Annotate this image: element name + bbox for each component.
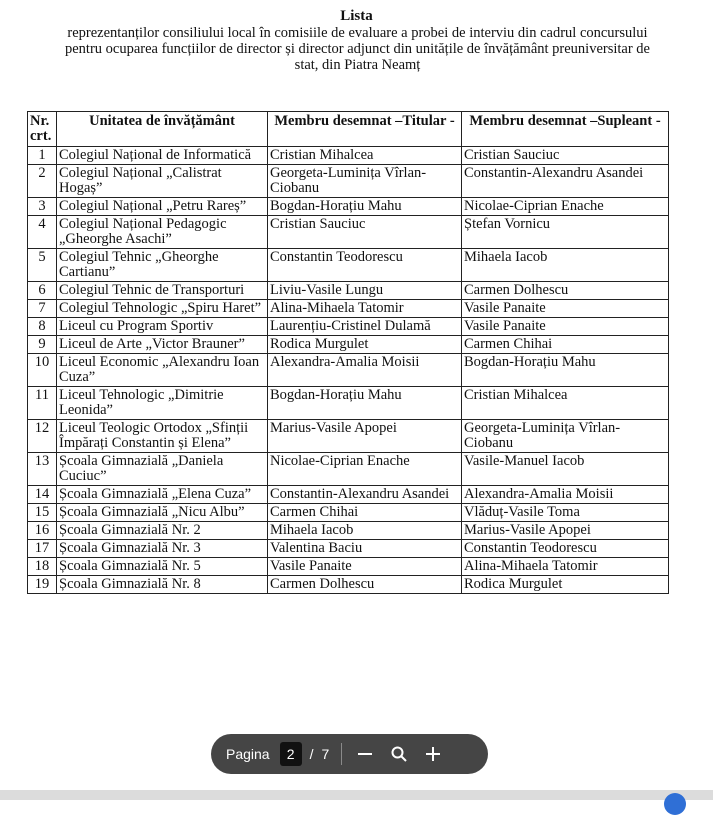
page-label: Pagina bbox=[226, 746, 270, 762]
cell-nr: 11 bbox=[28, 387, 57, 420]
cell-unit: Școala Gimnazială „Daniela Cuciuc” bbox=[57, 453, 268, 486]
cell-nr: 13 bbox=[28, 453, 57, 486]
minus-icon bbox=[358, 747, 372, 761]
cell-titular: Carmen Dolhescu bbox=[268, 576, 462, 594]
cell-nr: 15 bbox=[28, 504, 57, 522]
page-navigation-bar bbox=[211, 734, 488, 774]
table-row bbox=[28, 165, 669, 198]
page-separator: / bbox=[309, 746, 314, 762]
table-row bbox=[28, 216, 669, 249]
viewer-bottom-bar bbox=[0, 790, 713, 800]
table-row bbox=[28, 282, 669, 300]
cell-unit: Colegiul Național „Petru Rareș” bbox=[57, 198, 268, 216]
cell-unit: Școala Gimnazială Nr. 8 bbox=[57, 576, 268, 594]
cell-nr: 9 bbox=[28, 336, 57, 354]
cell-supleant: Bogdan-Horațiu Mahu bbox=[462, 354, 669, 387]
cell-unit: Liceul de Arte „Victor Brauner” bbox=[57, 336, 268, 354]
cell-unit: Liceul cu Program Sportiv bbox=[57, 318, 268, 336]
cell-supleant: Rodica Murgulet bbox=[462, 576, 669, 594]
cell-titular: Nicolae-Ciprian Enache bbox=[268, 453, 462, 486]
cell-unit: Colegiul Tehnologic „Spiru Haret” bbox=[57, 300, 268, 318]
cell-nr: 5 bbox=[28, 249, 57, 282]
cell-unit: Școala Gimnazială Nr. 5 bbox=[57, 558, 268, 576]
cell-supleant: Mihaela Iacob bbox=[462, 249, 669, 282]
plus-icon bbox=[426, 747, 440, 761]
action-button[interactable] bbox=[664, 793, 686, 815]
table-row bbox=[28, 504, 669, 522]
cell-supleant: Alina-Mihaela Tatomir bbox=[462, 558, 669, 576]
cell-nr: 2 bbox=[28, 165, 57, 198]
cell-supleant: Alexandra-Amalia Moisii bbox=[462, 486, 669, 504]
cell-titular: Laurențiu-Cristinel Dulamă bbox=[268, 318, 462, 336]
cell-unit: Colegiul Tehnic de Transporturi bbox=[57, 282, 268, 300]
pager-divider bbox=[341, 743, 342, 765]
cell-nr: 1 bbox=[28, 147, 57, 165]
table-header-row bbox=[28, 112, 669, 147]
cell-titular: Marius-Vasile Apopei bbox=[268, 420, 462, 453]
cell-supleant: Constantin-Alexandru Asandei bbox=[462, 165, 669, 198]
cell-nr: 12 bbox=[28, 420, 57, 453]
cell-supleant: Georgeta-Luminița Vîrlan-Ciobanu bbox=[462, 420, 669, 453]
cell-titular: Valentina Baciu bbox=[268, 540, 462, 558]
cell-titular: Liviu-Vasile Lungu bbox=[268, 282, 462, 300]
cell-supleant: Vasile Panaite bbox=[462, 318, 669, 336]
table-row bbox=[28, 522, 669, 540]
cell-unit: Școala Gimnazială „Nicu Albu” bbox=[57, 504, 268, 522]
cell-nr: 6 bbox=[28, 282, 57, 300]
table-row bbox=[28, 387, 669, 420]
cell-unit: Colegiul Național de Informatică bbox=[57, 147, 268, 165]
table-row bbox=[28, 540, 669, 558]
header-supleant: Membru desemnat –Supleant - bbox=[462, 112, 669, 147]
table-row bbox=[28, 147, 669, 165]
cell-supleant: Marius-Vasile Apopei bbox=[462, 522, 669, 540]
total-pages: 7 bbox=[321, 746, 330, 762]
cell-nr: 14 bbox=[28, 486, 57, 504]
header-titular: Membru desemnat –Titular - bbox=[268, 112, 462, 147]
cell-titular: Alina-Mihaela Tatomir bbox=[268, 300, 462, 318]
table-row bbox=[28, 198, 669, 216]
cell-titular: Constantin Teodorescu bbox=[268, 249, 462, 282]
cell-unit: Școala Gimnazială „Elena Cuza” bbox=[57, 486, 268, 504]
cell-nr: 8 bbox=[28, 318, 57, 336]
cell-nr: 19 bbox=[28, 576, 57, 594]
table-row bbox=[28, 336, 669, 354]
cell-supleant: Vasile Panaite bbox=[462, 300, 669, 318]
table-row bbox=[28, 558, 669, 576]
cell-unit: Colegiul Național Pedagogic „Gheorghe Asachi” bbox=[57, 216, 268, 249]
table-row bbox=[28, 249, 669, 282]
cell-supleant: Carmen Dolhescu bbox=[462, 282, 669, 300]
document-subtitle: reprezentanților consiliului local în comisiile de evaluare a probei de interviu din cadrul concursului pentru ocuparea funcțiilor de director și director adjunct din unitățile de învățământ preuniversitar de stat, din Piatra Neamț bbox=[64, 25, 650, 73]
cell-titular: Constantin-Alexandru Asandei bbox=[268, 486, 462, 504]
cell-titular: Cristian Sauciuc bbox=[268, 216, 462, 249]
zoom-button[interactable] bbox=[388, 743, 410, 765]
cell-nr: 3 bbox=[28, 198, 57, 216]
cell-supleant: Vlăduț-Vasile Toma bbox=[462, 504, 669, 522]
cell-titular: Vasile Panaite bbox=[268, 558, 462, 576]
table-row bbox=[28, 300, 669, 318]
cell-nr: 18 bbox=[28, 558, 57, 576]
cell-supleant: Cristian Mihalcea bbox=[462, 387, 669, 420]
cell-unit: Liceul Teologic Ortodox „Sfinții Împărați Constantin și Elena” bbox=[57, 420, 268, 453]
cell-unit: Școala Gimnazială Nr. 3 bbox=[57, 540, 268, 558]
table-body bbox=[28, 147, 669, 594]
table-row bbox=[28, 354, 669, 387]
cell-supleant: Vasile-Manuel Iacob bbox=[462, 453, 669, 486]
cell-supleant: Carmen Chihai bbox=[462, 336, 669, 354]
cell-supleant: Constantin Teodorescu bbox=[462, 540, 669, 558]
table-row bbox=[28, 420, 669, 453]
table-row bbox=[28, 576, 669, 594]
cell-titular: Bogdan-Horațiu Mahu bbox=[268, 198, 462, 216]
magnifier-icon bbox=[391, 746, 407, 762]
zoom-in-button[interactable] bbox=[422, 743, 444, 765]
cell-titular: Georgeta-Luminița Vîrlan-Ciobanu bbox=[268, 165, 462, 198]
table-row bbox=[28, 318, 669, 336]
document-title: Lista bbox=[340, 8, 373, 24]
cell-titular: Cristian Mihalcea bbox=[268, 147, 462, 165]
cell-titular: Bogdan-Horațiu Mahu bbox=[268, 387, 462, 420]
cell-supleant: Ștefan Vornicu bbox=[462, 216, 669, 249]
cell-nr: 4 bbox=[28, 216, 57, 249]
cell-titular: Alexandra-Amalia Moisii bbox=[268, 354, 462, 387]
cell-nr: 10 bbox=[28, 354, 57, 387]
cell-nr: 16 bbox=[28, 522, 57, 540]
zoom-out-button[interactable] bbox=[354, 743, 376, 765]
table-row bbox=[28, 486, 669, 504]
header-nr: Nr. crt. bbox=[28, 112, 57, 147]
cell-titular: Mihaela Iacob bbox=[268, 522, 462, 540]
cell-supleant: Nicolae-Ciprian Enache bbox=[462, 198, 669, 216]
cell-unit: Liceul Tehnologic „Dimitrie Leonida” bbox=[57, 387, 268, 420]
cell-unit: Liceul Economic „Alexandru Ioan Cuza” bbox=[57, 354, 268, 387]
cell-titular: Rodica Murgulet bbox=[268, 336, 462, 354]
cell-supleant: Cristian Sauciuc bbox=[462, 147, 669, 165]
current-page-input[interactable]: 2 bbox=[280, 742, 302, 766]
cell-nr: 7 bbox=[28, 300, 57, 318]
cell-nr: 17 bbox=[28, 540, 57, 558]
members-table bbox=[27, 111, 669, 594]
cell-titular: Carmen Chihai bbox=[268, 504, 462, 522]
cell-unit: Colegiul Național „Calistrat Hogaș” bbox=[57, 165, 268, 198]
cell-unit: Școala Gimnazială Nr. 2 bbox=[57, 522, 268, 540]
table-row bbox=[28, 453, 669, 486]
cell-unit: Colegiul Tehnic „Gheorghe Cartianu” bbox=[57, 249, 268, 282]
header-unit: Unitatea de învățământ bbox=[57, 112, 268, 147]
